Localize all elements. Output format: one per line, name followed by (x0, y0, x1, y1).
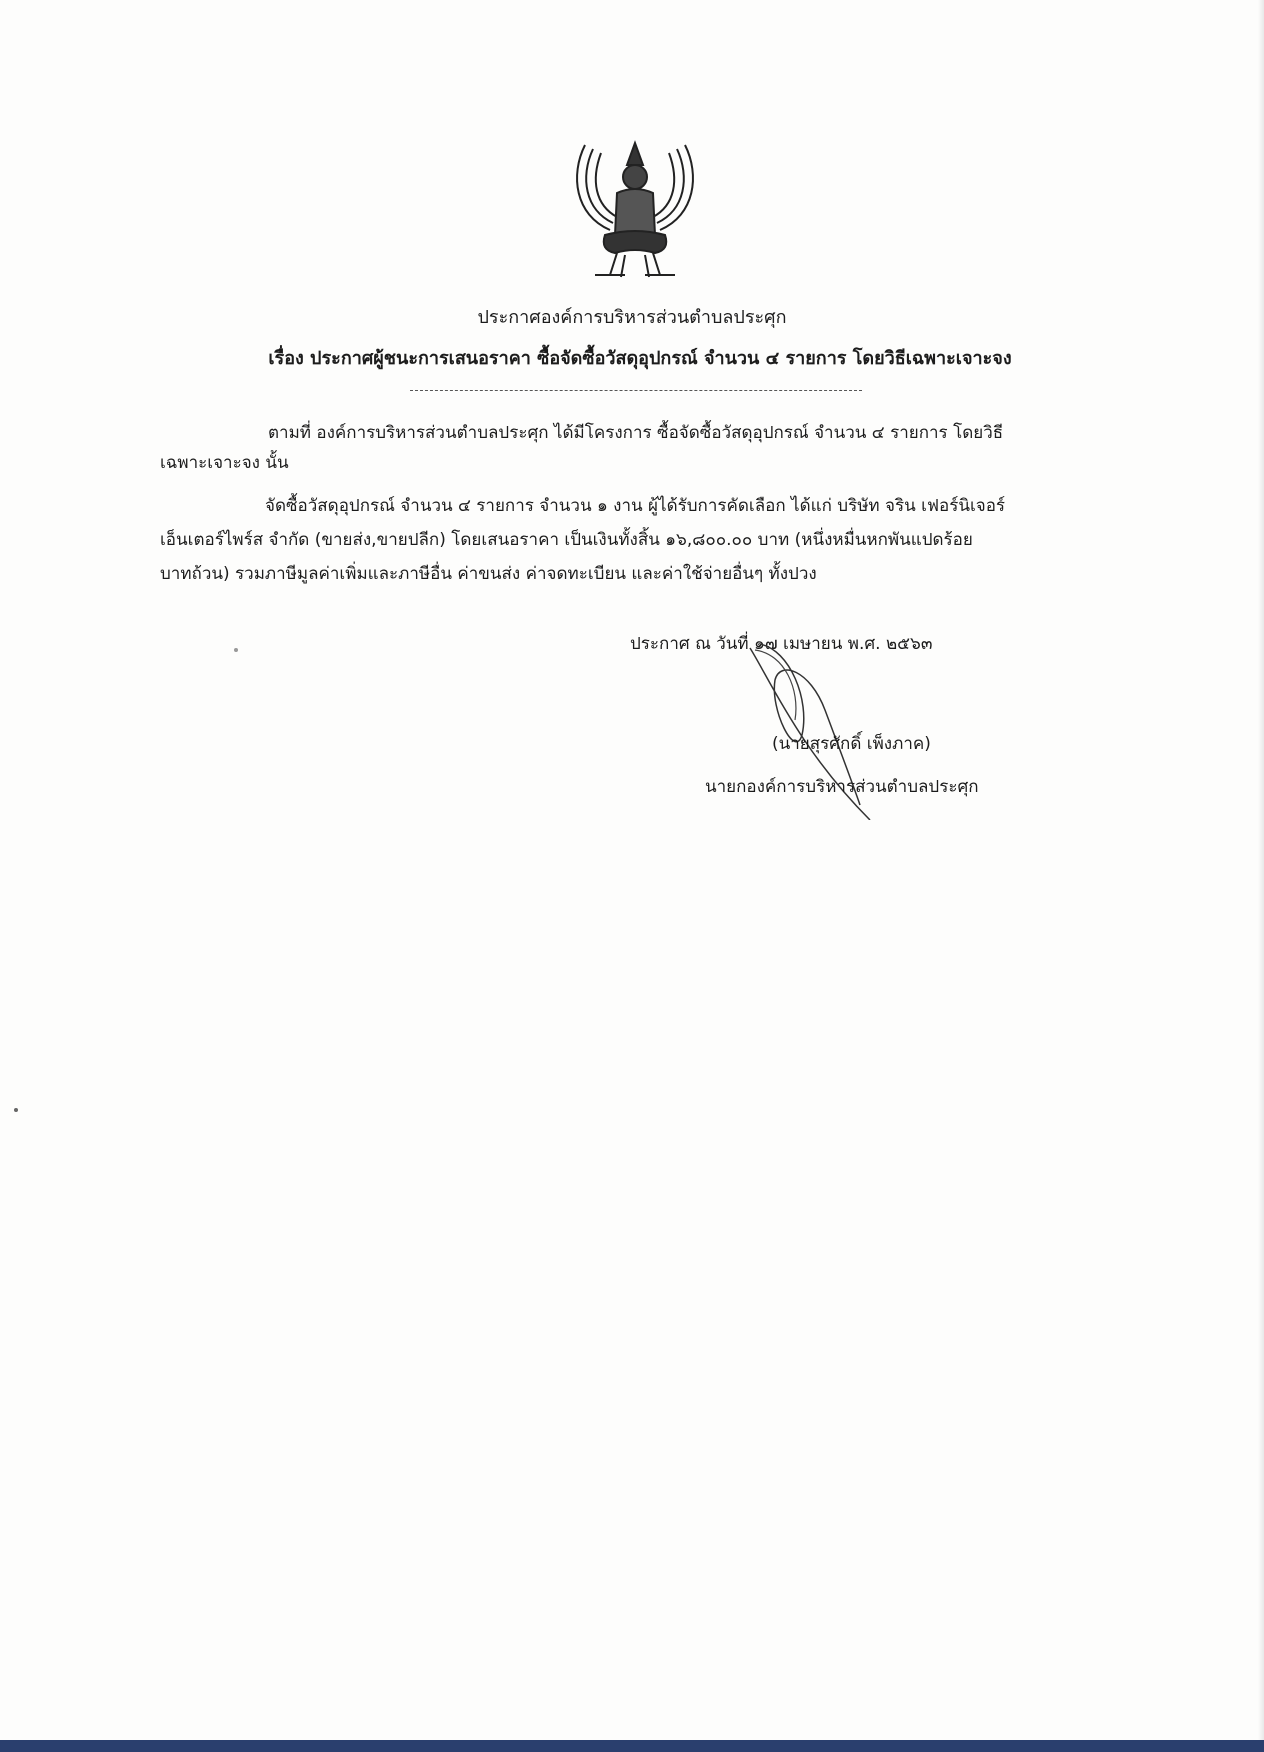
paragraph-1-line-1: ตามที่ องค์การบริหารส่วนตำบลประศุก ได้มีโครงการ ซื้อจัดซื้อวัสดุอุปกรณ์ จำนวน ๔ รายการ โดยวิธี (268, 423, 1004, 443)
document-subject: เรื่อง ประกาศผู้ชนะการเสนอราคา ซื้อจัดซื้อวัสดุอุปกรณ์ จำนวน ๔ รายการ โดยวิธีเฉพาะเจาะจง (268, 348, 1012, 369)
document-title: ประกาศองค์การบริหารส่วนตำบลประศุก (477, 307, 787, 328)
garuda-emblem-icon (555, 135, 715, 285)
paragraph-2-line-2: เอ็นเตอร์ไพร์ส จำกัด (ขายส่ง,ขายปลีก) โดยเสนอราคา เป็นเงินทั้งสิ้น ๑๖,๘๐๐.๐๐ บาท (หนึ่งหมื่นหกพันแปดร้อย (160, 530, 973, 550)
paragraph-1-line-2: เฉพาะเจาะจง นั้น (160, 453, 289, 473)
paragraph-2-line-3: บาทถ้วน) รวมภาษีมูลค่าเพิ่มและภาษีอื่น ค่าขนส่ง ค่าจดทะเบียน และค่าใช้จ่ายอื่นๆ ทั้งปวง (160, 564, 817, 584)
signer-title: นายกองค์การบริหารส่วนตำบลประศุก (705, 777, 979, 797)
title-separator (410, 390, 862, 391)
announcement-date: ประกาศ ณ วันที่ ๑๗ เมษายน พ.ศ. ๒๕๖๓ (630, 634, 933, 654)
paragraph-2-line-1: จัดซื้อวัสดุอุปกรณ์ จำนวน ๔ รายการ จำนวน ๑ งาน ผู้ได้รับการคัดเลือก ได้แก่ บริษัท จริน เฟอร์นิเจอร์ (265, 496, 1006, 516)
signer-name: (นายสุรศักดิ์ เพ็งภาค) (772, 734, 931, 754)
scan-bottom-border (0, 1740, 1264, 1752)
scan-speck (14, 1108, 18, 1112)
scan-speck (234, 648, 238, 652)
scan-edge-shadow (1258, 0, 1264, 1752)
